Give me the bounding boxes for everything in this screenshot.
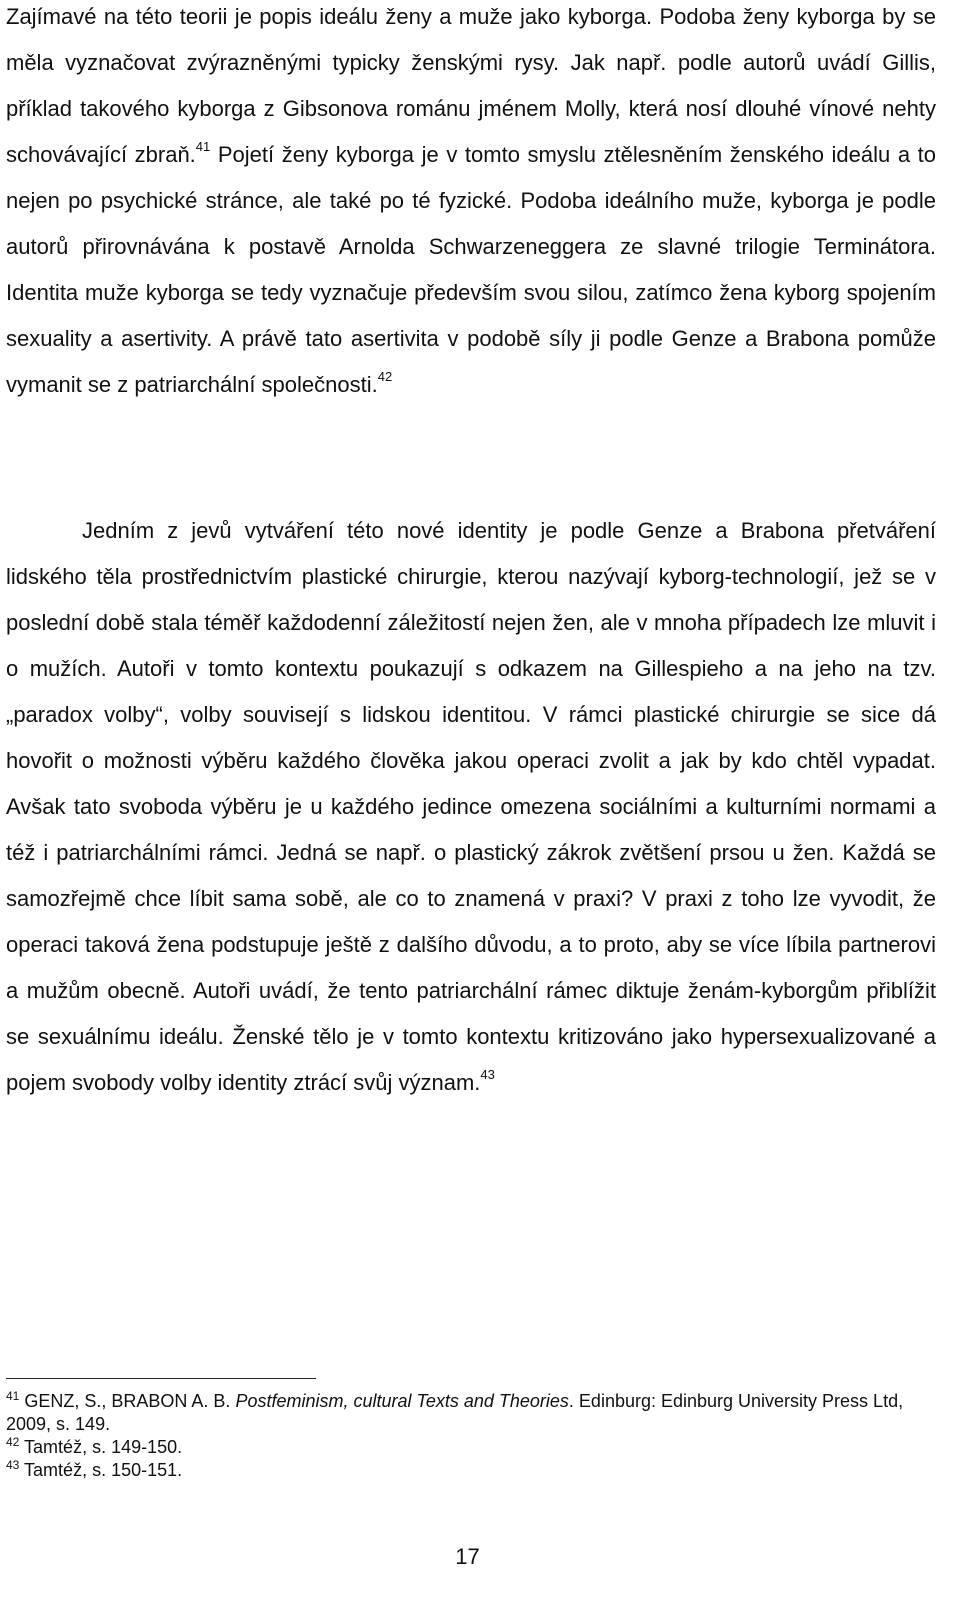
footnote-number: 43 (6, 1458, 20, 1472)
footnote (6, 1390, 906, 1436)
paragraph-text: Jedním z jevů vytváření této nové identity je podle Genze a Brabona přetváření lidského těla prostřednictvím plastické chirurgie, kterou nazývají kyborg-technologií, jež se v poslední době stala téměř každodenní záležitostí nejen žen, ale v mnoha případech lze mluvit i o mužích. Autoři v tomto kontextu poukazují s odkazem na Gillespieho a na jeho na tzv. „paradox volby“, volby souvisejí s lidskou identitou. V rámci plastické chirurgie se sice dá hovořit o možnosti výběru každého člověka jakou operaci zvolit a jak by kdo chtěl vypadat. Avšak tato svoboda výběru je u každého jedince omezena sociálními a kulturními normami a též i patriarchálními rámci. Jedná se např. o plastický zákrok zvětšení prsou u žen. Každá se samozřejmě chce líbit sama sobě, ale co to znamená v praxi? V praxi z toho lze vyvodit, že operaci taková žena podstupuje ještě z dalšího důvodu, a to proto, aby se více líbila partnerovi a mužům obecně. Autoři uvádí, že tento patriarchální rámec diktuje ženám-kyborgům přiblížit se sexuálnímu ideálu. Ženské tělo je v tomto kontextu kritizováno jako hypersexualizované a pojem svobody volby identity ztrácí svůj význam. (6, 518, 936, 1095)
footnote-text: Tamtéž, s. 150-151. (24, 1460, 183, 1480)
paragraph-text: Pojetí ženy kyborga je v tomto smyslu ztělesněním ženského ideálu a to nejen po psychické stránce, ale také po té fyzické. Podoba ideálního muže, kyborga je podle autorů přirovnávána k postavě Arnolda Schwarzeneggera ze slavné trilogie Terminátora. Identita muže kyborga se tedy vyznačuje především svou silou, zatímco žena kyborg spojením sexuality a asertivity. A právě tato asertivita v podobě síly ji podle Genze a Brabona pomůže vymanit se z patriarchální společnosti. (6, 142, 937, 397)
footnote-reference[interactable]: 43 (480, 1066, 495, 1082)
body-paragraph (6, 0, 936, 408)
paragraph-text: Zajímavé na této teorii je popis ideálu ženy a muže jako kyborga. Podoba ženy kyborga by se měla vyznačovat zvýrazněnými typicky ženskými rysy. Jak např. podle autorů uvádí Gillis, příklad takového kyborga z Gibsonova románu jménem Molly, která nosí dlouhé vínové nehty schovávající zbraň. (6, 4, 936, 167)
footnote-number: 41 (6, 1389, 20, 1403)
body-paragraph (6, 508, 936, 1106)
footnote-reference[interactable]: 41 (195, 138, 211, 154)
footnote-text: Tamtéž, s. 149-150. (24, 1437, 183, 1457)
footnote-text: GENZ, S., BRABON A. B. (24, 1391, 236, 1411)
footnote (6, 1436, 906, 1459)
footnote-reference[interactable]: 42 (377, 368, 393, 384)
footnote-separator (6, 1378, 316, 1379)
footnote (6, 1459, 906, 1482)
page-number: 17 (455, 1544, 480, 1569)
footnotes (6, 1390, 906, 1482)
footnote-text: . Edinburg: Edinburg University Press Ltd, 2009, s. 149. (6, 1391, 904, 1434)
footnote-number: 42 (6, 1435, 20, 1449)
footnote-title: Postfeminism, cultural Texts and Theories (235, 1391, 569, 1411)
